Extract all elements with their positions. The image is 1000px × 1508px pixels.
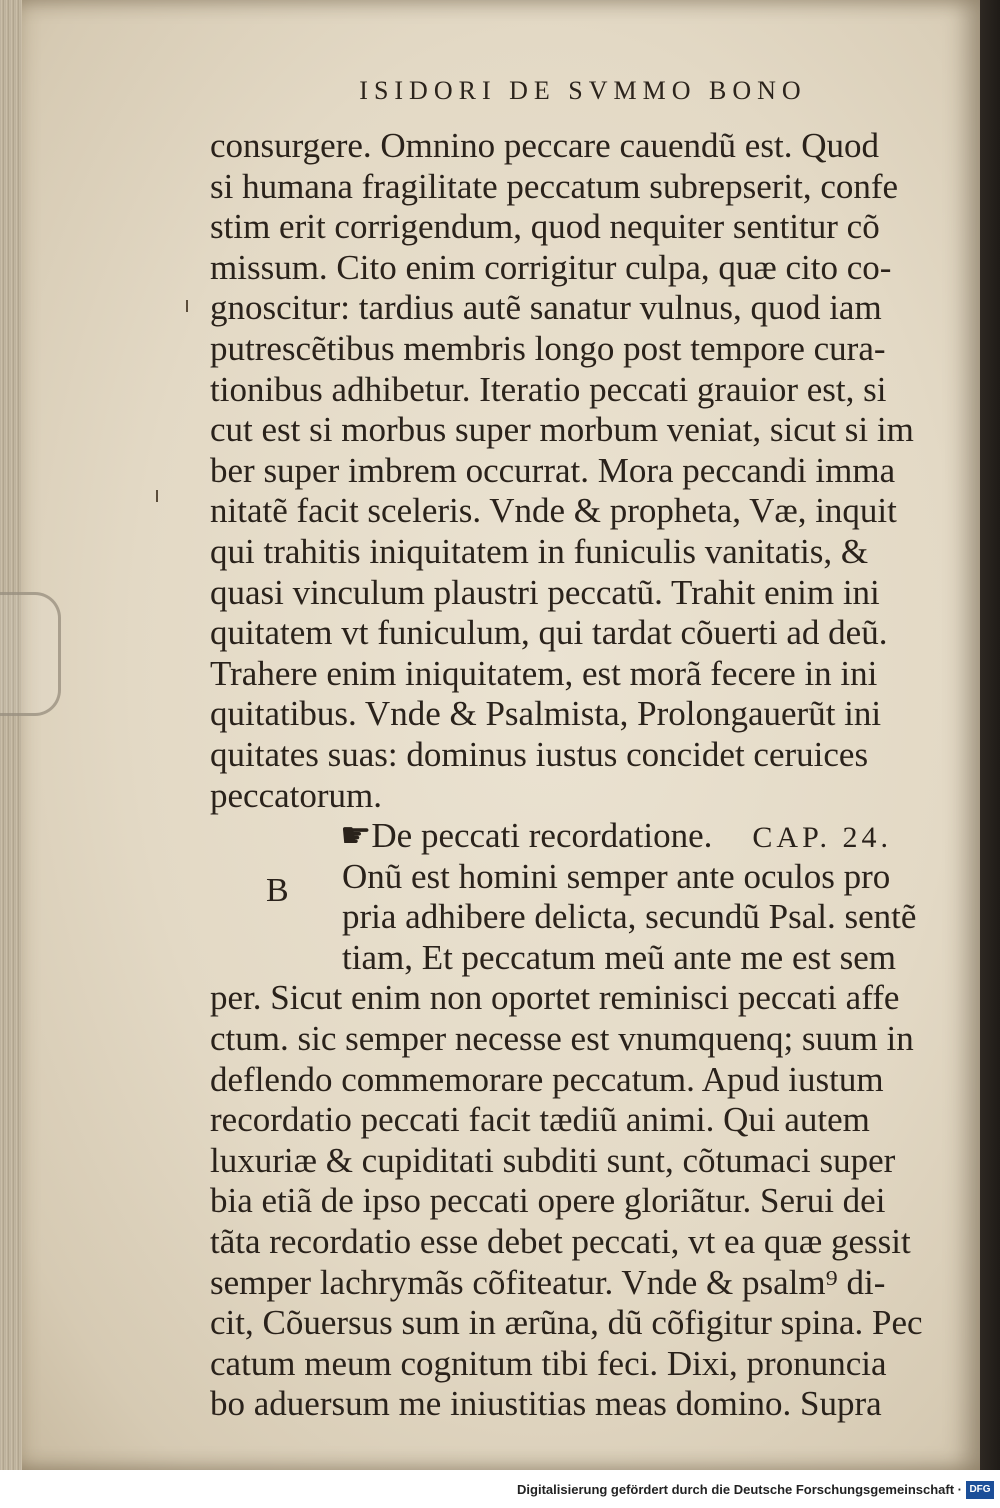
text-line: missum. Cito enim corrigitur culpa, quæ cito co- (210, 247, 892, 287)
text-line: semper lachrymãs cõfiteatur. Vnde & psalm⁹ di- (210, 1262, 886, 1302)
chapter-heading-line (210, 816, 950, 857)
text-line: si humana fragilitate peccatum subrepserit, confe (210, 166, 899, 206)
text-line: quitatibus. Vnde & Psalmista, Prolongauerũt ini (210, 694, 882, 734)
text-line: recordatio peccati facit tædiũ animi. Qui autem (210, 1100, 870, 1140)
text-line: ctum. sic semper necesse est vnumquenq; suum in (210, 1019, 914, 1059)
margin-mark (186, 300, 188, 312)
text-line: luxuriæ & cupiditati subditi sunt, cõtumaci super (210, 1140, 896, 1180)
chapter-heading: ☛De peccati recordatione. (340, 816, 713, 856)
running-head: ISIDORI DE SVMMO BONO (359, 76, 807, 105)
text-line: tionibus adhibetur. Iteratio peccati grauior est, si (210, 369, 887, 409)
text-line: Onũ est homini semper ante oculos pro (342, 856, 891, 896)
text-line: cit, Cõuersus sum in ærũna, dũ cõfigitur spina. Pec (210, 1303, 923, 1343)
main-text-block (210, 126, 950, 1425)
footer-credit: Digitalisierung gefördert durch die Deutsche Forschungsgemeinschaft · (517, 1482, 962, 1497)
text-line: gnoscitur: tardius autẽ sanatur vulnus, quod iam (210, 288, 882, 328)
chapter-number: CAP. 24. (752, 821, 892, 855)
text-line: bo aduersum me iniustitias meas domino. Supra (210, 1384, 882, 1424)
dfg-logo: DFG (966, 1481, 994, 1499)
text-line: pria adhibere delicta, secundũ Psal. sentẽ (342, 897, 917, 937)
text-line: cut est si morbus super morbum veniat, sicut si im (210, 410, 914, 450)
text-line: Trahere enim iniquitatem, est morã fecere in ini (210, 653, 878, 693)
margin-mark (156, 490, 158, 502)
text-line: tiam, Et peccatum meũ ante me est sem (342, 937, 896, 977)
text-line: quasi vinculum plaustri peccatũ. Trahit enim ini (210, 572, 880, 612)
bookmark-clip (0, 592, 61, 716)
footer-strip (0, 1470, 1000, 1508)
text-line: peccatorum. (210, 775, 382, 815)
text-line: qui trahitis iniquitatem in funiculis vanitatis, & (210, 531, 869, 571)
text-line: quitatem vt funiculum, qui tardat cõuerti ad deũ. (210, 613, 888, 653)
text-line: stim erit corrigendum, quod nequiter sentitur cõ (210, 207, 880, 247)
text-line: tãta recordatio esse debet peccati, vt ea quæ gessit (210, 1222, 911, 1262)
drop-initial: B (266, 872, 289, 909)
text-line: putrescẽtibus membris longo post tempore cura- (210, 328, 886, 368)
text-line: ber super imbrem occurrat. Mora peccandi imma (210, 450, 896, 490)
text-line: consurgere. Omnino peccare cauendũ est. Quod (210, 126, 879, 165)
text-line: nitatẽ facit sceleris. Vnde & propheta, Væ, inquit (210, 491, 897, 531)
text-line: deflendo commemorare peccatum. Apud iustum (210, 1059, 884, 1099)
page-edge-stack (0, 0, 22, 1508)
text-line: bia etiã de ipso peccati opere gloriãtur. Serui dei (210, 1181, 886, 1221)
text-line: per. Sicut enim non oportet reminisci peccati affe (210, 978, 900, 1018)
text-line: quitates suas: dominus iustus concidet ceruices (210, 734, 869, 774)
text-line: catum meum cognitum tibi feci. Dixi, pronuncia (210, 1343, 887, 1383)
